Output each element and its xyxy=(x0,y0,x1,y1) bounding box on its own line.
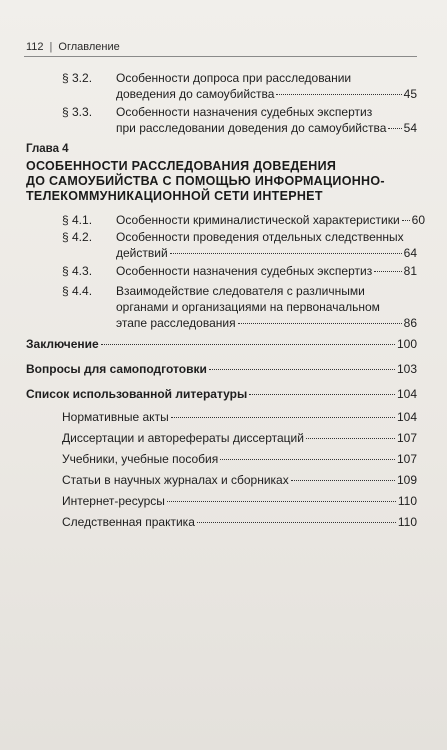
toc-subentry-normative-acts xyxy=(62,409,417,425)
page-ref: 86 xyxy=(403,316,417,330)
entry-title: Нормативные акты xyxy=(62,410,169,424)
toc-subentry-internet xyxy=(62,493,417,509)
header-separator: | xyxy=(49,41,53,53)
section-text xyxy=(116,229,417,261)
toc-entry-3-3 xyxy=(62,104,417,136)
entry-title: Список использованной литературы xyxy=(26,387,248,401)
section-text xyxy=(116,212,426,228)
section-title-line: при расследовании доведения до самоубийства xyxy=(116,121,387,135)
page-ref: 104 xyxy=(396,387,417,401)
leader-dots xyxy=(276,94,401,95)
page-ref: 104 xyxy=(396,410,417,424)
page-ref: 60 xyxy=(411,213,426,227)
leader-dots xyxy=(167,501,396,502)
section-text xyxy=(116,283,417,331)
entry-title: Заключение xyxy=(26,337,99,351)
leader-dots xyxy=(238,323,402,324)
toc-entry-4-2 xyxy=(62,229,417,261)
section-title-line: Особенности проведения отдельных следственных xyxy=(116,230,404,244)
running-header xyxy=(26,41,120,53)
chapter-label: Глава 4 xyxy=(26,143,69,155)
section-title-line: Взаимодействие следователя с различными xyxy=(116,284,365,298)
section-title-line: Особенности допроса при расследовании xyxy=(116,71,352,85)
entry-title: Вопросы для самоподготовки xyxy=(26,362,207,376)
chapter-title xyxy=(26,159,406,204)
section-title-line: этапе расследования xyxy=(116,316,236,330)
header-title: Оглавление xyxy=(58,41,120,53)
page-ref: 103 xyxy=(396,362,417,376)
section-title-line: органами и организациями на первоначальном xyxy=(116,300,380,314)
entry-title: Статьи в научных журналах и сборниках xyxy=(62,473,289,487)
leader-dots xyxy=(374,271,401,272)
page-ref: 100 xyxy=(396,337,417,351)
toc-entry-4-3 xyxy=(62,263,417,279)
section-title-line: действий xyxy=(116,246,168,260)
toc-entry-4-4 xyxy=(62,283,417,331)
leader-dots xyxy=(170,253,402,254)
leader-dots xyxy=(197,522,396,523)
toc-subentry-textbooks xyxy=(62,451,417,467)
page-number: 112 xyxy=(26,41,44,53)
toc-entry-questions xyxy=(26,361,417,377)
section-title-line: Особенности назначения судебных экспертиз xyxy=(116,264,373,278)
entry-title: Учебники, учебные пособия xyxy=(62,452,219,466)
page-ref: 107 xyxy=(396,431,417,445)
section-number: § 4.4. xyxy=(62,284,93,298)
leader-dots xyxy=(209,369,395,370)
chapter-title-line: ОСОБЕННОСТИ РАССЛЕДОВАНИЯ ДОВЕДЕНИЯ xyxy=(26,159,337,173)
page-ref: 109 xyxy=(396,473,417,487)
section-text xyxy=(116,104,417,136)
page-ref: 64 xyxy=(403,246,417,260)
leader-dots xyxy=(101,344,395,345)
entry-title: Следственная практика xyxy=(62,515,195,529)
leader-dots xyxy=(306,438,395,439)
page-ref: 54 xyxy=(403,121,417,135)
section-number: § 4.3. xyxy=(62,264,93,278)
section-title-line: Особенности назначения судебных экспертиз xyxy=(116,105,373,119)
section-title-line: доведения до самоубийства xyxy=(116,87,275,101)
section-number: § 4.1. xyxy=(62,213,93,227)
section-number: § 3.2. xyxy=(62,71,93,85)
page-ref: 110 xyxy=(397,515,417,529)
toc-subentry-dissertations xyxy=(62,430,417,446)
section-title-line: Особенности криминалистической характеристики xyxy=(116,213,400,227)
section-number: § 3.3. xyxy=(62,105,93,119)
leader-dots xyxy=(402,220,410,221)
section-text xyxy=(116,70,417,102)
leader-dots xyxy=(249,394,395,395)
page-ref: 110 xyxy=(397,494,417,508)
toc-entry-literature xyxy=(26,386,417,402)
page-ref: 81 xyxy=(403,264,417,278)
entry-title: Интернет-ресурсы xyxy=(62,494,165,508)
header-rule xyxy=(24,56,417,57)
leader-dots xyxy=(388,128,401,129)
toc-subentry-practice xyxy=(62,514,417,530)
toc-entry-3-2 xyxy=(62,70,417,102)
chapter-title-line: ТЕЛЕКОММУНИКАЦИОННОЙ СЕТИ ИНТЕРНЕТ xyxy=(26,189,323,203)
chapter-title-line: ДО САМОУБИЙСТВА С ПОМОЩЬЮ ИНФОРМАЦИОННО- xyxy=(26,174,385,188)
entry-title: Диссертации и авторефераты диссертаций xyxy=(62,431,304,445)
page-ref: 45 xyxy=(403,87,417,101)
leader-dots xyxy=(291,480,395,481)
toc-entry-4-1 xyxy=(62,212,426,228)
leader-dots xyxy=(171,417,395,418)
section-number: § 4.2. xyxy=(62,230,93,244)
leader-dots xyxy=(220,459,395,460)
page-ref: 107 xyxy=(396,452,417,466)
toc-subentry-articles xyxy=(62,472,417,488)
toc-entry-conclusion xyxy=(26,336,417,352)
section-text xyxy=(116,263,417,279)
